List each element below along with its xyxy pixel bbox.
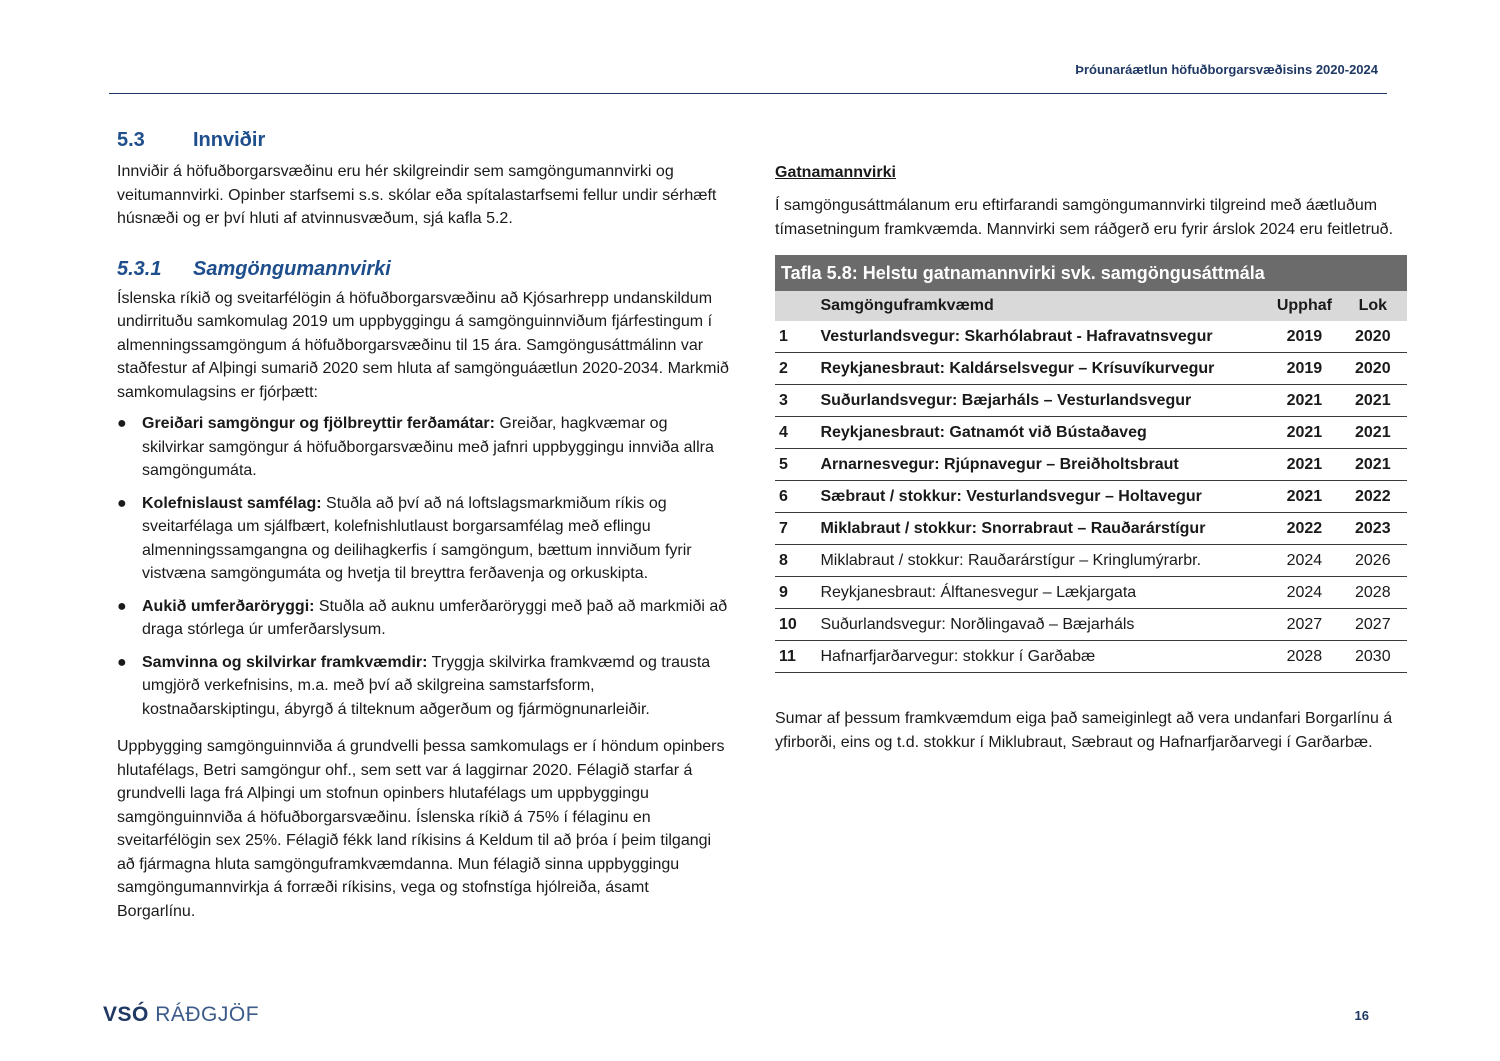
- row-num: 8: [775, 545, 816, 577]
- row-start: 2021: [1270, 481, 1338, 513]
- row-end: 2027: [1339, 609, 1407, 641]
- row-num: 4: [775, 417, 816, 449]
- list-item: [117, 412, 729, 483]
- row-num: 11: [775, 641, 816, 673]
- row-project: Arnarnesvegur: Rjúpnavegur – Breiðholtsbraut: [816, 449, 1270, 481]
- gatnamannvirki-intro: Í samgöngusáttmálanum eru eftirfarandi samgöngumannvirki tilgreind með áætluðum tímasetningum framkvæmda. Mannvirki sem ráðgerð eru fyrir árslok 2024 eru feitletruð.: [775, 197, 1394, 238]
- table-row: [775, 481, 1407, 513]
- table-row: [775, 513, 1407, 545]
- section-intro: Innviðir á höfuðborgarsvæðinu eru hér skilgreindir sem samgöngumannvirki og veitumannvirki. Opinber starfsemi s.s. skólar eða spítalastarfsemi fellur undir sérhæft húsnæði og er því hluti af atvinnusvæðum, sjá kafla 5.2.: [117, 163, 717, 227]
- gatnamannvirki-heading: Gatnamannvirki: [775, 164, 896, 181]
- row-start: 2021: [1270, 417, 1338, 449]
- table-row: [775, 385, 1407, 417]
- section-heading: [117, 128, 729, 152]
- bullet-text: Stuðla að auknu umferðaröryggi með það að markmiði að draga stórlega úr umferðarslysum.: [142, 597, 728, 638]
- row-num: 5: [775, 449, 816, 481]
- header-rule: [109, 93, 1387, 94]
- bullet-text: Greiðar, hagkvæmar og skilvirkar samgöngur á höfuðborgarsvæðinu með jafnri uppbyggingu innviða allra samgöngumáta.: [142, 415, 714, 479]
- projects-table-wrapper: [775, 255, 1407, 673]
- projects-table: [775, 291, 1407, 673]
- row-num: 2: [775, 353, 816, 385]
- bullet-icon: ●: [117, 653, 127, 671]
- bullet-lead: Kolefnislaust samfélag:: [142, 494, 322, 512]
- row-start: 2027: [1270, 609, 1338, 641]
- row-num: 7: [775, 513, 816, 545]
- row-project: Vesturlandsvegur: Skarhólabraut - Hafravatnsvegur: [816, 321, 1270, 353]
- left-column: [117, 128, 729, 923]
- row-end: 2028: [1339, 577, 1407, 609]
- table-row: [775, 545, 1407, 577]
- row-project: Miklabraut / stokkur: Snorrabraut – Rauðarárstígur: [816, 513, 1270, 545]
- row-end: 2020: [1339, 353, 1407, 385]
- page-number: 16: [1354, 1008, 1369, 1023]
- bullet-lead: Aukið umferðaröryggi:: [142, 597, 315, 615]
- table-header-row: [775, 291, 1407, 321]
- bullet-text: Stuðla að því að ná loftslagsmarkmiðum ríkis og sveitarfélaga um sjálfbært, kolefnishlutlaust borgarsamfélag með eflingu almenningssamgangna og deilihagkerfis í samgöngum, bættum innviðum fyrir vistvæna samgöngumáta og hvetja til breyttra ferðavenja og orkuskipta.: [142, 494, 692, 582]
- logo-light-text: RÁÐGJÖF: [148, 1003, 260, 1026]
- row-num: 6: [775, 481, 816, 513]
- row-end: 2020: [1339, 321, 1407, 353]
- table-row: [775, 577, 1407, 609]
- bullet-lead: Greiðari samgöngur og fjölbreyttir ferðamátar:: [142, 415, 495, 432]
- table-row: [775, 449, 1407, 481]
- row-start: 2028: [1270, 641, 1338, 673]
- row-num: 3: [775, 385, 816, 417]
- row-start: 2021: [1270, 449, 1338, 481]
- table-row: [775, 417, 1407, 449]
- row-num: 1: [775, 321, 816, 353]
- row-start: 2021: [1270, 385, 1338, 417]
- row-project: Suðurlandsvegur: Bæjarháls – Vesturlandsvegur: [816, 385, 1270, 417]
- vso-logo: [103, 1003, 259, 1027]
- header-start: Upphaf: [1270, 291, 1338, 321]
- subsection-heading: [117, 257, 729, 281]
- row-start: 2024: [1270, 545, 1338, 577]
- header-num: [775, 291, 816, 321]
- row-start: 2019: [1270, 353, 1338, 385]
- section-number: 5.3: [117, 129, 145, 151]
- header-project: Samgönguframkvæmd: [816, 291, 1270, 321]
- row-num: 10: [775, 609, 816, 641]
- row-end: 2021: [1339, 449, 1407, 481]
- row-project: Reykjanesbraut: Kaldárselsvegur – Krísuvíkurvegur: [816, 353, 1270, 385]
- table-row: [775, 609, 1407, 641]
- row-num: 9: [775, 577, 816, 609]
- subsection-number: 5.3.1: [117, 257, 162, 280]
- row-end: 2026: [1339, 545, 1407, 577]
- header-end: Lok: [1339, 291, 1407, 321]
- row-project: Hafnarfjarðarvegur: stokkur í Garðabæ: [816, 641, 1270, 673]
- table-row: [775, 353, 1407, 385]
- row-end: 2030: [1339, 641, 1407, 673]
- row-project: Reykjanesbraut: Gatnamót við Bústaðaveg: [816, 417, 1270, 449]
- row-project: Sæbraut / stokkur: Vesturlandsvegur – Holtavegur: [816, 481, 1270, 513]
- bullet-icon: ●: [117, 494, 127, 512]
- logo-strong-text: VSÓ: [103, 1003, 149, 1026]
- bullet-text: Tryggja skilvirka framkvæmd og trausta umgjörð verkefnisins, m.a. með því að skilgreina samstarfsform, kostnaðarskiptingu, ábyrgð á tilteknum aðgerðum og fjármögnunarleiðir.: [142, 653, 711, 718]
- goals-list: [117, 412, 729, 721]
- table-title: Tafla 5.8: Helstu gatnamannvirki svk. samgöngusáttmála: [775, 255, 1407, 291]
- row-project: Reykjanesbraut: Álftanesvegur – Lækjargata: [816, 577, 1270, 609]
- list-item: [117, 651, 729, 722]
- row-end: 2023: [1339, 513, 1407, 545]
- bullet-icon: ●: [117, 415, 127, 432]
- row-end: 2021: [1339, 417, 1407, 449]
- right-column: [775, 162, 1407, 754]
- bullet-lead: Samvinna og skilvirkar framkvæmdir:: [142, 653, 428, 671]
- row-end: 2022: [1339, 481, 1407, 513]
- row-start: 2019: [1270, 321, 1338, 353]
- subsection-paragraph-2: Uppbygging samgönguinnviða á grundvelli þessa samkomulags er í höndum opinbers hlutafélags, Betri samgöngur ohf., sem sett var á laggirnar 2020. Félagið starfar á grundvelli laga frá Alþingi um stofnun opinbers hlutafélags um uppbyggingu samgönguinnviða á höfuðborgarsvæðinu. Íslenska ríkið á 75% í félaginu en sveitarfélögin sex 25%. Félagið fékk land ríkisins á Keldum til að þróa í þeim tilgangi að fjármagna hluta samgönguframkvæmdanna. Mun félagið sinna uppbyggingu samgöngumannvirkja á forræði ríkisins, vega og stofnstíga hjólreiða, ásamt Borgarlínu.: [117, 738, 725, 920]
- subsection-title: Samgöngumannvirki: [193, 257, 391, 280]
- row-start: 2024: [1270, 577, 1338, 609]
- bullet-icon: ●: [117, 597, 127, 615]
- section-title: Innviðir: [193, 129, 266, 151]
- row-start: 2022: [1270, 513, 1338, 545]
- subsection-paragraph-1: Íslenska ríkið og sveitarfélögin á höfuðborgarsvæðinu að Kjósarhrepp undanskildum undirrituðu samkomulag 2019 um uppbyggingu á samgönguinnviðum fjárfestingum í almenningssamgöngum á höfuðborgarsvæðinu til 15 ára. Samgöngusáttmálinn var staðfestur af Alþingi sumarið 2020 sem hluta af samgönguáætlun 2020-2034. Markmið samkomulagsins er fjórþætt:: [117, 289, 729, 401]
- row-project: Miklabraut / stokkur: Rauðarárstígur – Kringlumýrarbr.: [816, 545, 1270, 577]
- table-row: [775, 641, 1407, 673]
- list-item: [117, 595, 729, 642]
- running-header: Þróunaráætlun höfuðborgarsvæðisins 2020-2024: [1075, 62, 1378, 77]
- list-item: [117, 492, 729, 586]
- table-row: [775, 321, 1407, 353]
- row-end: 2021: [1339, 385, 1407, 417]
- after-table-paragraph: Sumar af þessum framkvæmdum eiga það sameiginlegt að vera undanfari Borgarlínu á yfirborði, eins og t.d. stokkur í Miklubraut, Sæbraut og Hafnarfjarðarvegi í Garðarbæ.: [775, 710, 1393, 751]
- row-project: Suðurlandsvegur: Norðlingavað – Bæjarháls: [816, 609, 1270, 641]
